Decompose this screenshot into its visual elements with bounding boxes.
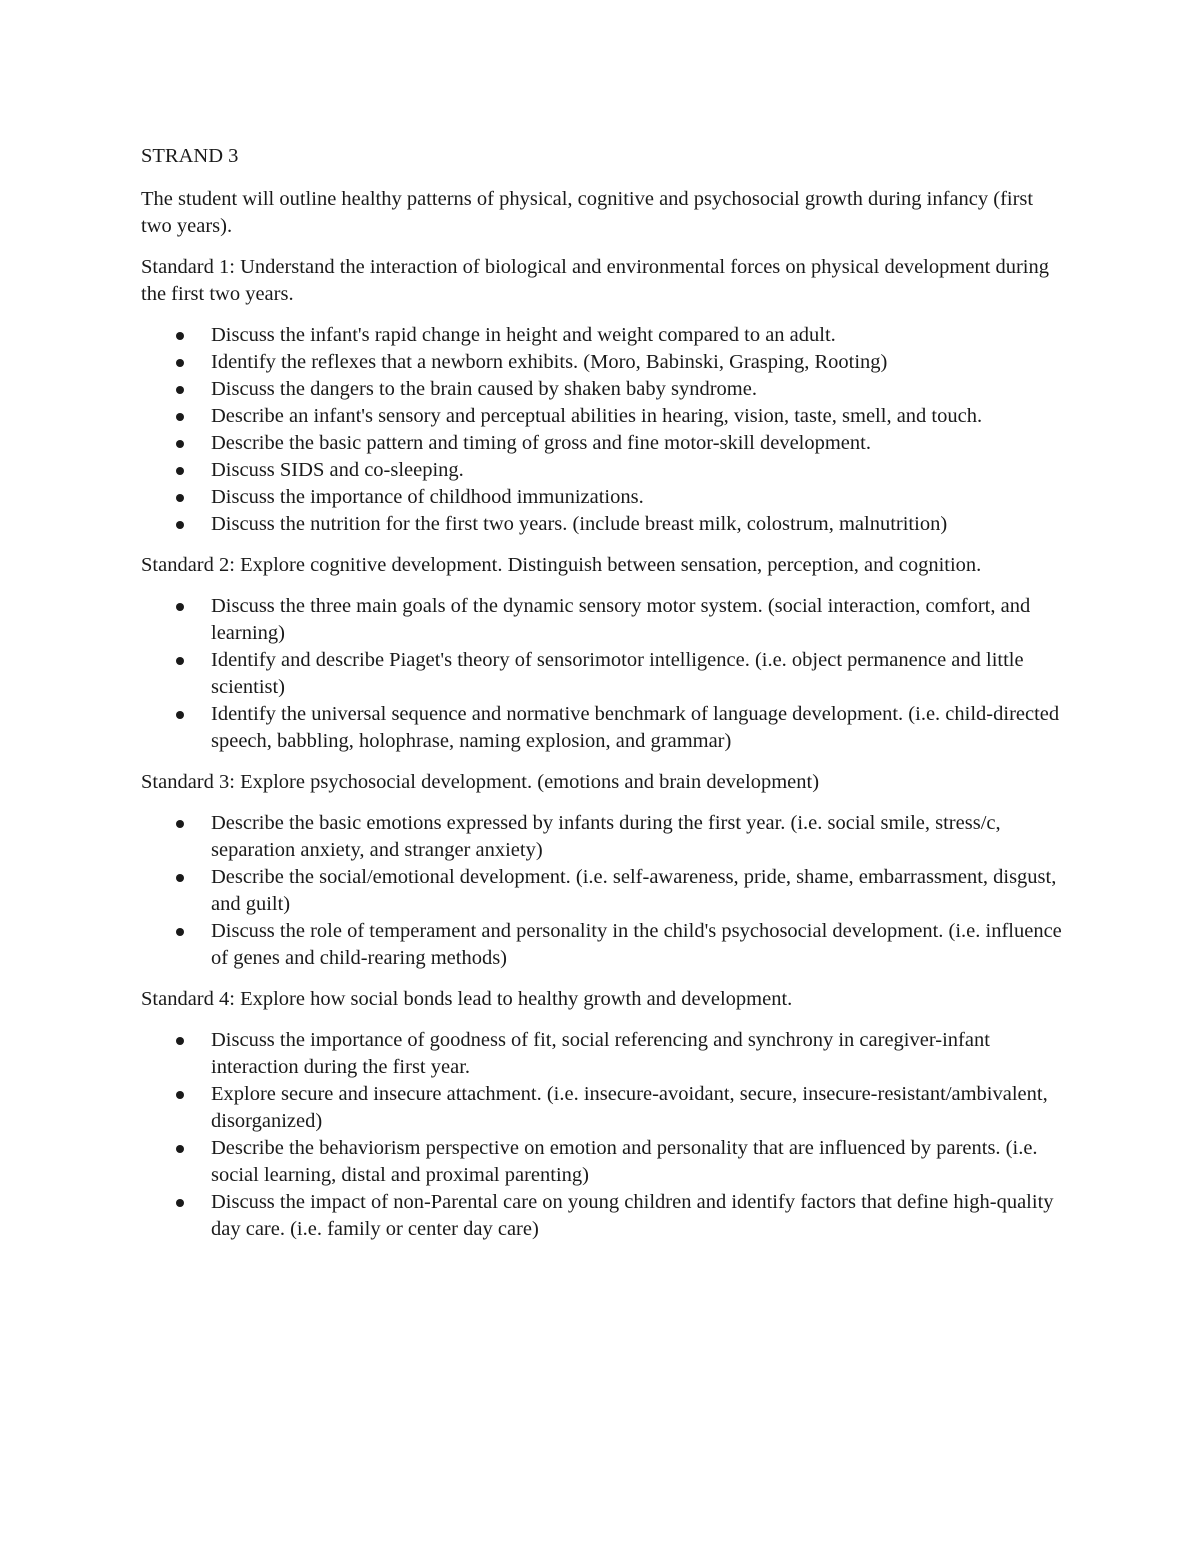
list-item: Discuss the role of temperament and personality in the child's psychosocial development. (i.e. influence of genes and child-rearing methods) (141, 918, 1066, 972)
standard-3-heading: Standard 3: Explore psychosocial development. (emotions and brain development) (141, 771, 820, 793)
bullet-icon (176, 874, 184, 882)
list-item: Identify the universal sequence and normative benchmark of language development. (i.e. child-directed speech, babbling, holophrase, naming explosion, and grammar) (141, 701, 1066, 755)
standard-3-list (141, 810, 1066, 972)
bullet-icon (176, 332, 184, 340)
standard-4-section (141, 986, 1066, 1243)
list-item: Discuss the importance of childhood immunizations. (141, 484, 1066, 511)
bullet-icon (176, 521, 184, 529)
document-page (141, 143, 1066, 1257)
list-item: Describe the social/emotional development. (i.e. self-awareness, pride, shame, embarrassment, disgust, and guilt) (141, 864, 1066, 918)
bullet-icon (176, 657, 184, 665)
bullet-icon (176, 359, 184, 367)
standard-2-heading: Standard 2: Explore cognitive development. Distinguish between sensation, perception, and cognition. (141, 554, 982, 576)
bullet-icon (176, 603, 184, 611)
bullet-icon (176, 440, 184, 448)
standard-4-heading: Standard 4: Explore how social bonds lead to healthy growth and development. (141, 988, 793, 1010)
list-item: Discuss the infant's rapid change in height and weight compared to an adult. (141, 322, 1066, 349)
list-item: Discuss SIDS and co-sleeping. (141, 457, 1066, 484)
list-item: Discuss the nutrition for the first two years. (include breast milk, colostrum, malnutrition) (141, 511, 1066, 538)
bullet-icon (176, 386, 184, 394)
standard-2-list (141, 593, 1066, 755)
list-item: Discuss the impact of non-Parental care on young children and identify factors that define high-quality day care. (i.e. family or center day care) (141, 1189, 1066, 1243)
list-item: Describe the basic emotions expressed by infants during the first year. (i.e. social smile, stress/c, separation anxiety, and stranger anxiety) (141, 810, 1066, 864)
bullet-icon (176, 467, 184, 475)
standard-4-list (141, 1027, 1066, 1243)
list-item: Identify the reflexes that a newborn exhibits. (Moro, Babinski, Grasping, Rooting) (141, 349, 1066, 376)
bullet-icon (176, 413, 184, 421)
bullet-icon (176, 1037, 184, 1045)
list-item: Discuss the three main goals of the dynamic sensory motor system. (social interaction, comfort, and learning) (141, 593, 1066, 647)
standard-2-section (141, 552, 1066, 755)
document-title: STRAND 3 (141, 145, 239, 167)
bullet-icon (176, 1199, 184, 1207)
standard-3-section (141, 769, 1066, 972)
standard-1-list (141, 322, 1066, 538)
bullet-icon (176, 494, 184, 502)
list-item: Discuss the importance of goodness of fit, social referencing and synchrony in caregiver-infant interaction during the first year. (141, 1027, 1066, 1081)
list-item: Describe the behaviorism perspective on emotion and personality that are influenced by parents. (i.e. social learning, distal and proximal parenting) (141, 1135, 1066, 1189)
bullet-icon (176, 1145, 184, 1153)
list-item: Identify and describe Piaget's theory of sensorimotor intelligence. (i.e. object permanence and little scientist) (141, 647, 1066, 701)
list-item: Describe an infant's sensory and perceptual abilities in hearing, vision, taste, smell, and touch. (141, 403, 1066, 430)
bullet-icon (176, 1091, 184, 1099)
list-item: Explore secure and insecure attachment. (i.e. insecure-avoidant, secure, insecure-resistant/ambivalent, disorganized) (141, 1081, 1066, 1135)
standard-1-heading: Standard 1: Understand the interaction of biological and environmental forces on physical development during the first two years. (141, 256, 1050, 305)
intro-paragraph: The student will outline healthy patterns of physical, cognitive and psychosocial growth during infancy (first two years). (141, 188, 1034, 237)
standard-1-section (141, 254, 1066, 538)
list-item: Describe the basic pattern and timing of gross and fine motor-skill development. (141, 430, 1066, 457)
bullet-icon (176, 820, 184, 828)
bullet-icon (176, 928, 184, 936)
bullet-icon (176, 711, 184, 719)
list-item: Discuss the dangers to the brain caused by shaken baby syndrome. (141, 376, 1066, 403)
